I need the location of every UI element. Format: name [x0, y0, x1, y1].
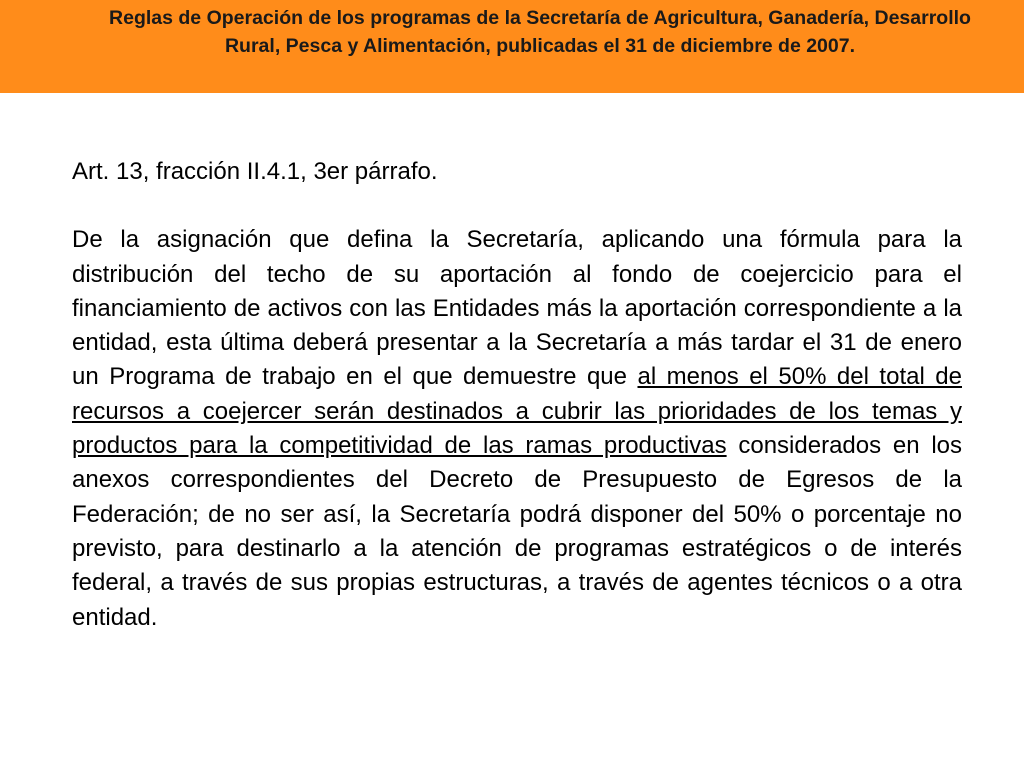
paragraph-part-1: De la asignación que defina la Secretaría, aplicando una fórmula para la distribución del techo de su aportación al fondo de coejercicio para el financiamiento de activos con las Entidades más la aportación correspondiente a la entidad, esta última deberá presentar a la Secretaría a más tardar el 31 de enero un Programa de trabajo en el que demuestre que	[72, 226, 962, 391]
body-text	[72, 155, 962, 635]
paragraph-part-2: considerados en los anexos correspondientes del Decreto de Presupuesto de Egresos de la Federación; de no ser así, la Secretaría podrá disponer del 50% o porcentaje no previsto, para destinarlo a la atención de programas estratégicos o de interés federal, a través de sus propias estructuras, a través de agentes técnicos o a otra entidad.	[72, 432, 963, 631]
header-banner	[0, 0, 1024, 93]
article-reference: Art. 13, fracción II.4.1, 3er párrafo.	[72, 158, 438, 185]
main-paragraph	[72, 223, 962, 635]
header-title-period: .	[849, 35, 856, 57]
header-title	[90, 4, 990, 60]
header-title-text: Reglas de Operación de los programas de la Secretaría de Agricultura, Ganadería, Desarrollo Rural, Pesca y Alimentación, publicadas el 31 de diciembre de 2007	[109, 7, 971, 57]
paragraph-underlined: al menos el 50% del total de recursos a coejercer serán destinados a cubrir las prioridades de los temas y productos para la competitividad de las ramas productivas	[72, 363, 962, 460]
